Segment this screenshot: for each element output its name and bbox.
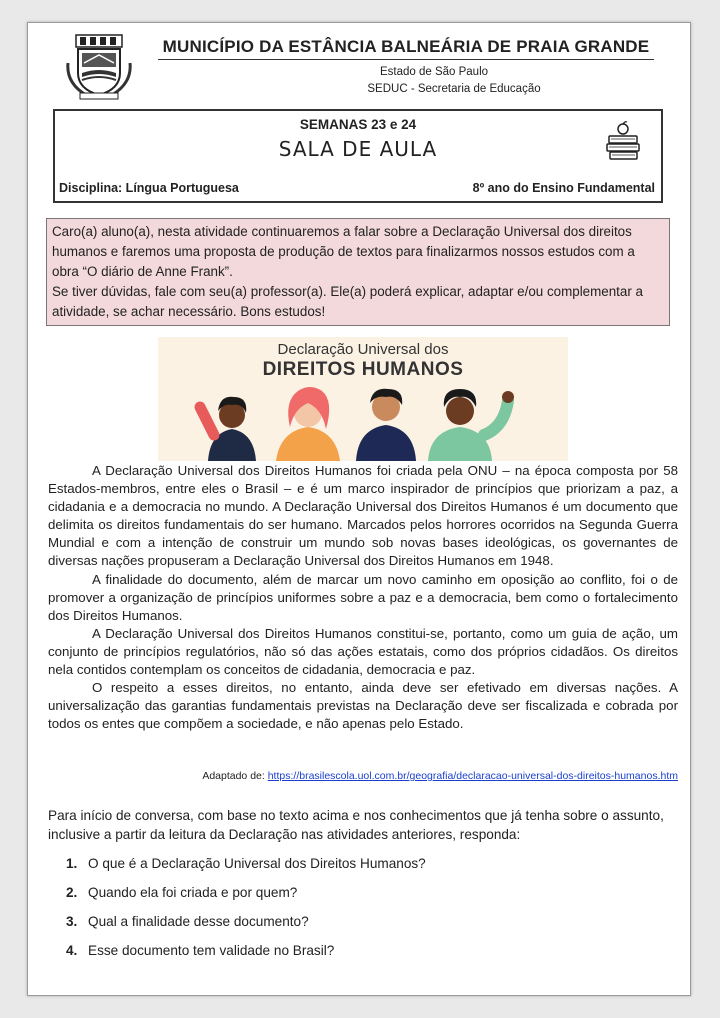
question-number: 1. [66, 856, 78, 871]
question-item [66, 914, 666, 943]
question-list [66, 856, 666, 972]
article-text [48, 462, 678, 733]
department-label [158, 83, 654, 95]
article-paragraph: A Declaração Universal dos Direitos Humanos foi criada pela ONU – na época composta por 58 Estados-membros, entre eles o Brasil – e é um marco inspirador de princípios que priorizam a paz, a cidadania e a democracia no mundo. A Declaração Universal dos Direitos Humanos é um documento que delimita os direitos fundamentais do ser humano. Marcados pelos horrores ocorridos na Segunda Guerra Mundial e com a intenção de construir um mundo sob novas bases ideológicas, os governantes de diversas nações propuseram a Declaração Universal dos Direitos Humanos em 1948. [48, 463, 678, 569]
state-text: Estado de São Paulo [379, 66, 489, 78]
municipality-title: MUNICÍPIO DA ESTÂNCIA BALNEÁRIA DE PRAIA GRANDE [158, 37, 654, 60]
article-paragraph: O respeito a esses direitos, no entanto, ainda deve ser efetivado em diversas nações. A universalização das garantias fundamentais previstas na Declaração deve ser fiscalizada e cobrada por todos os entes que compõem a sociedade, e não apenas pelo Estado. [48, 680, 678, 732]
weeks-label: SEMANAS 23 e 24 [299, 117, 417, 132]
question-text: Esse documento tem validade no Brasil? [88, 943, 335, 958]
document-page [27, 22, 691, 996]
article-paragraph: A Declaração Universal dos Direitos Humanos constitui-se, portanto, como um guia de ação, um conjunto de princípios regulatórios, não só das ações estatais, como dos próprios cidadãos. Os direitos nela contidos contemplam os conceitos de cidadania, democracia e paz. [48, 625, 678, 678]
notice-help: Se tiver dúvidas, fale com seu(a) professor(a). Ele(a) poderá explicar, adaptar e/ou complementar a atividade, se achar necessário. Bons estudos! [52, 284, 643, 319]
source-label: Adaptado de: [202, 770, 265, 782]
question-text: O que é a Declaração Universal dos Direitos Humanos? [88, 856, 426, 871]
lesson-info-box [53, 109, 663, 203]
question-text: Qual a finalidade desse documento? [88, 914, 309, 929]
classroom-title: SALA DE AULA [278, 137, 438, 161]
question-text: Quando ela foi criada e por quem? [88, 885, 298, 900]
illustration-title-line2: DIREITOS HUMANOS [262, 359, 464, 380]
illustration-title-line1: Declaração Universal dos [277, 341, 449, 358]
source-citation [48, 770, 678, 782]
notice-intro: Caro(a) aluno(a), nesta atividade continuaremos a falar sobre a Declaração Universal dos direitos humanos e faremos uma proposta de produção de textos para finalizarmos nossos estudos com a obra “O diário de Anne Frank”. [52, 224, 635, 279]
question-item [66, 943, 666, 972]
question-number: 2. [66, 885, 78, 900]
question-number: 3. [66, 914, 78, 929]
human-rights-illustration [158, 337, 568, 461]
discipline-label: Disciplina: Língua Portuguesa [59, 181, 239, 195]
department-text: SEDUC - Secretaria de Educação [367, 83, 541, 95]
document-header [28, 23, 690, 103]
question-item [66, 885, 666, 914]
source-link[interactable]: https://brasilescola.uol.com.br/geografia/declaracao-universal-dos-direitos-humanos.htm [267, 770, 678, 782]
books-apple-icon [605, 121, 641, 163]
question-prompt: Para início de conversa, com base no texto acima e nos conhecimentos que já tenha sobre o assunto, inclusive a partir da leitura da Declaração nas atividades anteriores, responda: [48, 808, 664, 842]
notice-box [46, 218, 670, 326]
city-crest-logo [66, 33, 132, 101]
article-paragraph: A finalidade do documento, além de marcar um novo caminho em oposição ao conflito, foi o de promover a organização de princípios uniformes sobre a paz e a democracia, bem como o fortalecimento dos Direitos Humanos. [48, 571, 678, 623]
question-number: 4. [66, 943, 78, 958]
grade-label: 8º ano do Ensino Fundamental [472, 181, 655, 195]
state-label [158, 66, 654, 78]
question-item [66, 856, 666, 885]
